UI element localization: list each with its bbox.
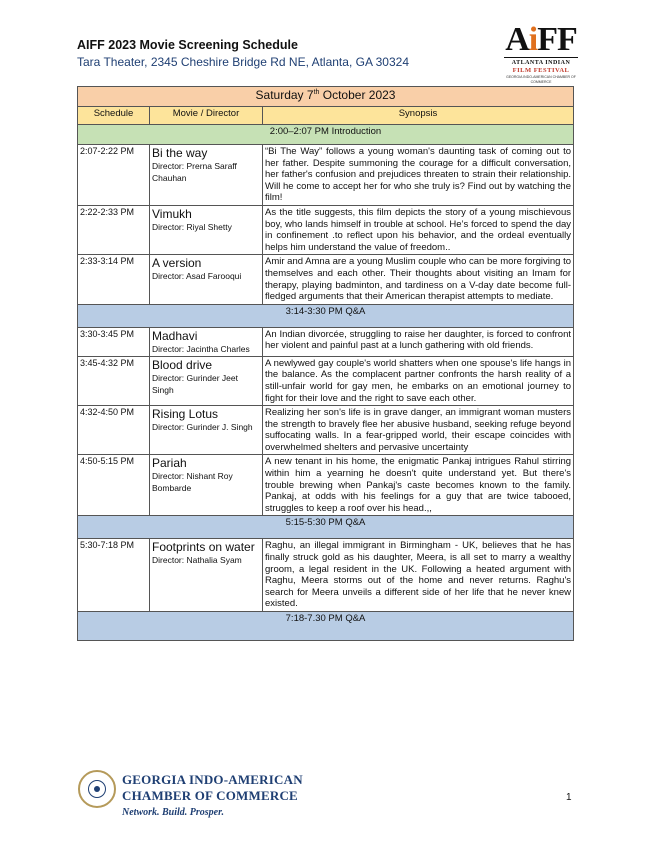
qa-break: 3:14-3:30 PM Q&A [78, 304, 574, 327]
col-header-movie: Movie / Director [150, 107, 263, 125]
movie-title: Footprints on water [152, 540, 255, 555]
schedule-table [77, 86, 574, 641]
col-header-schedule: Schedule [78, 107, 150, 125]
movie-title: Blood drive [152, 357, 213, 372]
movie-synopsis: Raghu, an illegal immigrant in Birmingham - UK, believes that he has finally struck gold as his daughter, Meera, is all set to marry a wealthy groom, a legal resident in the UK. Following a heated argument with Raghu, Meera storms out of the home and never returns. Raghu's search for Meera unveils a different side of her life that he never knew existed. [263, 539, 574, 612]
movie-director: Director: Jacintha Charles [152, 343, 250, 354]
qa-break: 7:18-7.30 PM Q&A [78, 612, 574, 641]
break-row [78, 304, 574, 327]
movie-director: Director: Gurinder Jeet Singh [152, 372, 238, 395]
slot-time: 3:30-3:45 PM [78, 327, 150, 356]
table-row [78, 406, 574, 455]
movie-synopsis: As the title suggests, this film depicts the story of a young mischievous boy, who lands himself in trouble at school. He’s forced to spend the day in confinement .to reflect upon his behavior, and the ordeal eventually helps him understand the value of freedom.. [263, 205, 574, 254]
logo-line-1: ATLANTA INDIAN [511, 60, 571, 66]
movie-synopsis: “Bi The Way” follows a young woman's daunting task of coming out to her father. Despite summoning the courage for a difficult conversation, her father's confusion and prejudices threaten to strain their relationship. Will he come to accept her for who she truly is? Find out by watching the film! [263, 145, 574, 206]
movie-cell [150, 327, 263, 356]
table-row [78, 145, 574, 206]
table-row [78, 539, 574, 612]
chamber-logo [78, 770, 303, 818]
movie-director: Director: Gurinder J. Singh [152, 422, 253, 433]
qa-break: 5:15-5:30 PM Q&A [78, 516, 574, 539]
logo-wordmark: AiFF [505, 21, 577, 58]
movie-director: Director: Nathalia Syam [152, 555, 242, 566]
break-row [78, 612, 574, 641]
intro-row [78, 125, 574, 145]
slot-time: 5:30-7:18 PM [78, 539, 150, 612]
movie-cell [150, 455, 263, 516]
day-header: Saturday 7th October 2023 [78, 87, 574, 107]
venue-address: Tara Theater, 2345 Cheshire Bridge Rd NE, Atlanta, GA 30324 [77, 55, 409, 69]
col-header-synopsis: Synopsis [263, 107, 574, 125]
document-title: AIFF 2023 Movie Screening Schedule [77, 38, 298, 52]
logo-line-3: GEORGIA INDO-AMERICAN CHAMBER OF COMMERCE [506, 75, 576, 84]
movie-director: Director: Riyal Shetty [152, 221, 232, 232]
movie-synopsis: A new tenant in his home, the enigmatic Pankaj intrigues Rahul stirring within him a yearning he doesn't quite understand yet. But there's trouble brewing when Pankaj's caste becomes known to the family. Pankaj, at odds with his feelings for a guy that are twice tabooed, struggles to keep a roof over his head.,, [263, 455, 574, 516]
slot-time: 2:22-2:33 PM [78, 205, 150, 254]
movie-cell [150, 539, 263, 612]
chamber-name-line-1: GEORGIA INDO-AMERICAN [122, 772, 303, 787]
movie-director: Director: Prerna Saraff Chauhan [152, 161, 237, 183]
movie-cell [150, 255, 263, 304]
chamber-tagline: Network. Build. Prosper. [122, 807, 224, 818]
chamber-seal-icon [78, 770, 116, 808]
movie-title: Rising Lotus [152, 407, 219, 422]
table-row [78, 455, 574, 516]
slot-time: 4:50-5:15 PM [78, 455, 150, 516]
day-header-row [78, 87, 574, 107]
table-row [78, 356, 574, 405]
movie-synopsis: Amir and Amna are a young Muslim couple who can be more forgiving to themselves and each other. Their thoughts about visiting an Imam for therapy, playing badminton, and tardiness on a V-day date become full-fledged arguments that their American therapist attempts to mediate. [263, 255, 574, 304]
movie-synopsis: A newlywed gay couple's world shatters when one spouse's life hangs in the balance. As the complacent partner confronts the harsh reality of a still-unfair world for gay men, he embarks on an emotional journey to fight for their love and the right to save each other. [263, 356, 574, 405]
aiff-logo [498, 21, 584, 92]
slot-time: 3:45-4:32 PM [78, 356, 150, 405]
movie-director: Director: Asad Farooqui [152, 271, 242, 282]
movie-cell [150, 145, 263, 206]
slot-time: 4:32-4:50 PM [78, 406, 150, 455]
movie-title: Bi the way [152, 146, 208, 160]
movie-synopsis: An Indian divorcée, struggling to raise her daughter, is forced to confront her violent and painful past at a lunch gathering with old friends. [263, 327, 574, 356]
intro-slot: 2:00–2:07 PM Introduction [78, 125, 574, 145]
chamber-name-line-2: CHAMBER OF COMMERCE [122, 788, 298, 803]
slot-time: 2:07-2:22 PM [78, 145, 150, 206]
slot-time: 2:33-3:14 PM [78, 255, 150, 304]
movie-cell [150, 356, 263, 405]
movie-title: Vimukh [152, 206, 192, 221]
movie-cell [150, 406, 263, 455]
movie-director: Director: Nishant Roy Bombarde [152, 471, 233, 494]
table-row [78, 255, 574, 304]
break-row [78, 516, 574, 539]
movie-cell [150, 205, 263, 254]
table-row [78, 205, 574, 254]
table-row [78, 327, 574, 356]
logo-line-2: FILM FESTIVAL [512, 67, 570, 74]
column-header-row [78, 107, 574, 125]
movie-synopsis: Realizing her son's life is in grave danger, an immigrant woman musters the strength to bravely flee her abusive husband, seeking refuge beyond suffocating walls. In a fear-gripped world, their escape coincides with overwhelmed shelters and pervasive uncertainty [263, 406, 574, 455]
movie-title: Madhavi [152, 328, 198, 343]
movie-title: Pariah [152, 456, 187, 471]
movie-title: A version [152, 256, 202, 271]
page-number: 1 [566, 792, 572, 803]
